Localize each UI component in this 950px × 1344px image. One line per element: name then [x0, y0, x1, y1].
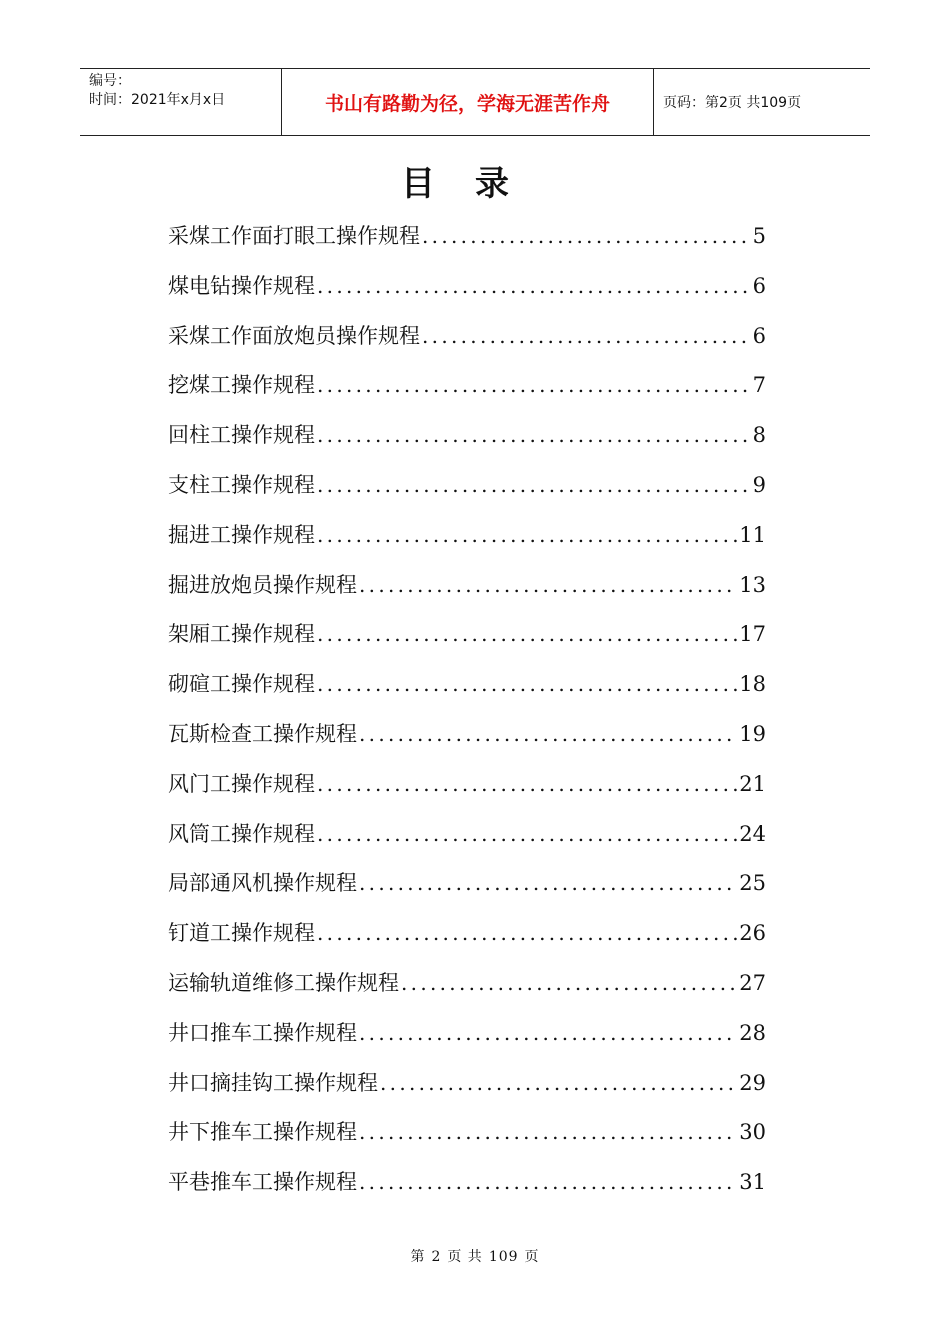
toc-entry[interactable]: [168, 316, 766, 366]
toc-dot-leader: [357, 714, 737, 754]
toc-entry-page: 8: [752, 423, 766, 448]
toc-dot-leader: [315, 515, 737, 555]
toc-entry-title: 井下推车工操作规程: [168, 1120, 357, 1145]
toc-dot-leader: [315, 664, 737, 704]
footer-total-pages: 109: [488, 1249, 519, 1265]
toc-entry[interactable]: [168, 565, 766, 615]
toc-dot-leader: [315, 365, 751, 405]
toc-entry-page: 7: [752, 373, 766, 398]
toc-title: 目录: [401, 164, 549, 204]
toc-entry-page: 6: [752, 273, 766, 298]
toc-entry-page: 5: [752, 224, 766, 248]
toc-dot-leader: [315, 415, 751, 455]
toc-entry[interactable]: [168, 266, 766, 316]
toc-entry[interactable]: [168, 963, 766, 1013]
toc-entry-title: 掘进工操作规程: [168, 522, 315, 547]
toc-entry[interactable]: [168, 465, 766, 515]
toc-entry[interactable]: [168, 863, 766, 913]
toc-dot-leader: [399, 963, 737, 1003]
toc-entry[interactable]: [168, 764, 766, 814]
toc-entry[interactable]: [168, 1162, 766, 1212]
toc-dot-leader: [357, 1162, 737, 1202]
toc-entry-title: 井口推车工操作规程: [168, 1020, 357, 1045]
toc-dot-leader: [315, 764, 737, 804]
toc-entry-title: 局部通风机操作规程: [168, 871, 357, 896]
toc-entry-title: 风门工操作规程: [168, 771, 315, 796]
toc-entry-page: 29: [739, 1070, 766, 1095]
toc-entry[interactable]: [168, 515, 766, 565]
toc-dot-leader: [357, 565, 737, 605]
toc-dot-leader: [357, 863, 737, 903]
toc-dot-leader: [420, 216, 751, 256]
toc-entry-page: 6: [752, 323, 766, 348]
toc-entry-page: 26: [739, 921, 766, 946]
toc-entry-page: 24: [739, 821, 766, 846]
toc-entry[interactable]: [168, 1013, 766, 1063]
footer-current-page: 2: [431, 1249, 442, 1265]
toc-entry-title: 井口摘挂钩工操作规程: [168, 1070, 378, 1095]
footer-mid: 页 共: [447, 1249, 483, 1265]
toc-entry[interactable]: [168, 814, 766, 864]
toc-dot-leader: [357, 1112, 737, 1152]
toc-entry[interactable]: [168, 714, 766, 764]
toc-entry-title: 回柱工操作规程: [168, 423, 315, 448]
toc-entry[interactable]: [168, 614, 766, 664]
toc-dot-leader: [378, 1063, 737, 1103]
toc-dot-leader: [315, 465, 751, 505]
toc-entry-title: 挖煤工操作规程: [168, 373, 315, 398]
toc-entry-title: 砌碹工操作规程: [168, 672, 315, 697]
toc-entry-page: 27: [739, 970, 766, 995]
header-page-label: 页码：第2页 共109页: [663, 95, 802, 111]
toc-entry-title: 掘进放炮员操作规程: [168, 572, 357, 597]
header-meta: [80, 69, 282, 135]
toc-entry-page: 28: [739, 1020, 766, 1045]
toc-entry[interactable]: [168, 1063, 766, 1113]
toc-entry-title: 瓦斯检查工操作规程: [168, 721, 357, 746]
toc-entry[interactable]: [168, 216, 766, 266]
toc-entry-title: 风筒工操作规程: [168, 821, 315, 846]
toc-entry-title: 煤电钻操作规程: [168, 273, 315, 298]
table-of-contents: [168, 216, 766, 1212]
toc-dot-leader: [315, 913, 737, 953]
toc-entry-title: 采煤工作面放炮员操作规程: [168, 323, 420, 348]
toc-entry-page: 13: [739, 572, 766, 597]
toc-entry[interactable]: [168, 913, 766, 963]
toc-entry-page: 19: [739, 721, 766, 746]
toc-entry-page: 21: [739, 771, 766, 796]
toc-dot-leader: [315, 614, 737, 654]
toc-entry-title: 支柱工操作规程: [168, 472, 315, 497]
toc-entry[interactable]: [168, 1112, 766, 1162]
header-motto: 书山有路勤为径，学海无涯苦作舟: [282, 69, 654, 135]
toc-entry-title: 采煤工作面打眼工操作规程: [168, 224, 420, 248]
toc-entry-page: 25: [739, 871, 766, 896]
toc-entry-title: 运输轨道维修工操作规程: [168, 970, 399, 995]
toc-entry[interactable]: [168, 664, 766, 714]
toc-entry[interactable]: [168, 415, 766, 465]
page-header: [80, 68, 870, 136]
page-footer: [0, 1246, 950, 1266]
toc-entry[interactable]: [168, 365, 766, 415]
toc-dot-leader: [315, 814, 737, 854]
toc-entry-title: 平巷推车工操作规程: [168, 1170, 357, 1195]
footer-prefix: 第: [410, 1249, 426, 1265]
header-time-label: 时间：2021年x月x日: [89, 92, 226, 108]
toc-dot-leader: [420, 316, 751, 356]
toc-entry-page: 31: [739, 1170, 766, 1195]
footer-suffix: 页: [524, 1249, 540, 1265]
toc-entry-page: 9: [752, 472, 766, 497]
toc-dot-leader: [357, 1013, 737, 1053]
toc-entry-title: 架厢工操作规程: [168, 622, 315, 647]
toc-entry-page: 30: [739, 1120, 766, 1145]
toc-entry-page: 18: [739, 672, 766, 697]
toc-dot-leader: [315, 266, 751, 306]
header-number-label: 编号：: [89, 73, 131, 89]
toc-entry-page: 17: [739, 622, 766, 647]
toc-entry-page: 11: [739, 522, 766, 547]
toc-entry-title: 钉道工操作规程: [168, 921, 315, 946]
